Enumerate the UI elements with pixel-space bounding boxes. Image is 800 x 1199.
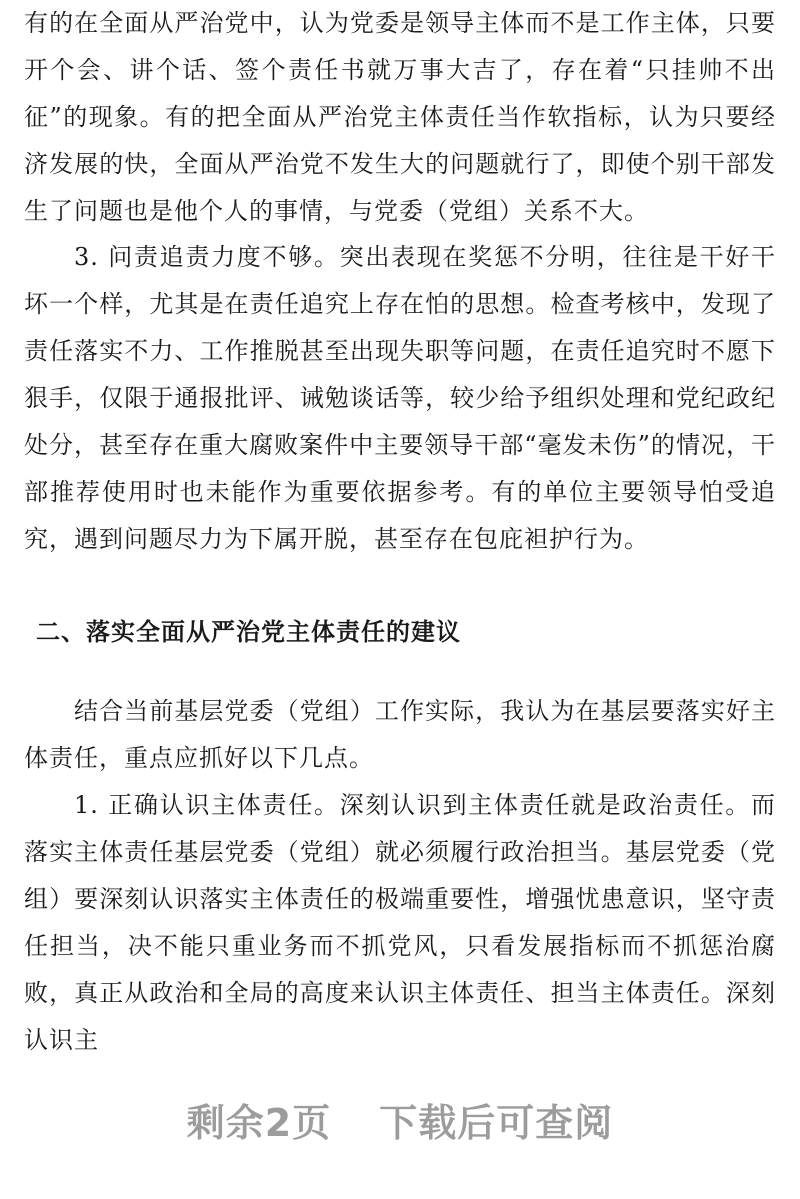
download-hint-label: 下载后可查阅 [379,1101,614,1145]
paragraph: 结合当前基层党委（党组）工作实际，我认为在基层要落实好主体责任，重点应抓好以下几点。 [24,697,776,772]
remaining-pages-label: 剩余2页 [186,1101,332,1145]
paragraph: 1. 正确认识主体责任。深刻认识到主体责任就是政治责任。而落实主体责任基层党委（党组）就必须履行政治担当。基层党委（党组）要深刻认识落实主体责任的极端重要性，增强忧患意识，坚守责任担当，决不能只重业务而不抓党风，只看发展指标而不抓惩治腐败，真正从政治和全局的高度来认识主体责任、担当主体责任。深刻认识主 [24,791,776,1054]
paragraph: 3. 问责追责力度不够。突出表现在奖惩不分明，往往是干好干坏一个样，尤其是在责任追究上存在怕的思想。检查考核中，发现了责任落实不力、工作推脱甚至出现失职等问题，在责任追究时不愿下狠手，仅限于通报批评、诫勉谈话等，较少给予组织处理和党纪政纪处分，甚至存在重大腐败案件中主要领导干部“毫发未伤”的情况，干部推荐使用时也未能作为重要依据参考。有的单位主要领导怕受追究，遇到问题尽力为下属开脱，甚至存在包庇袒护行为。 [24,243,776,553]
section-heading: 二、落实全面从严治党主体责任的建议 [36,617,461,646]
paragraph: 有的在全面从严治党中，认为党委是领导主体而不是工作主体，只要开个会、讲个话、签个责任书就万事大吉了，存在着“只挂帅不出征”的现象。有的把全面从严治党主体责任当作软指标，认为只要经济发展的快，全面从严治党不发生大的问题就行了，即使个别干部发生了问题也是他个人的事情，与党委（党组）关系不大。 [24,9,776,225]
download-prompt[interactable] [0,1097,800,1149]
